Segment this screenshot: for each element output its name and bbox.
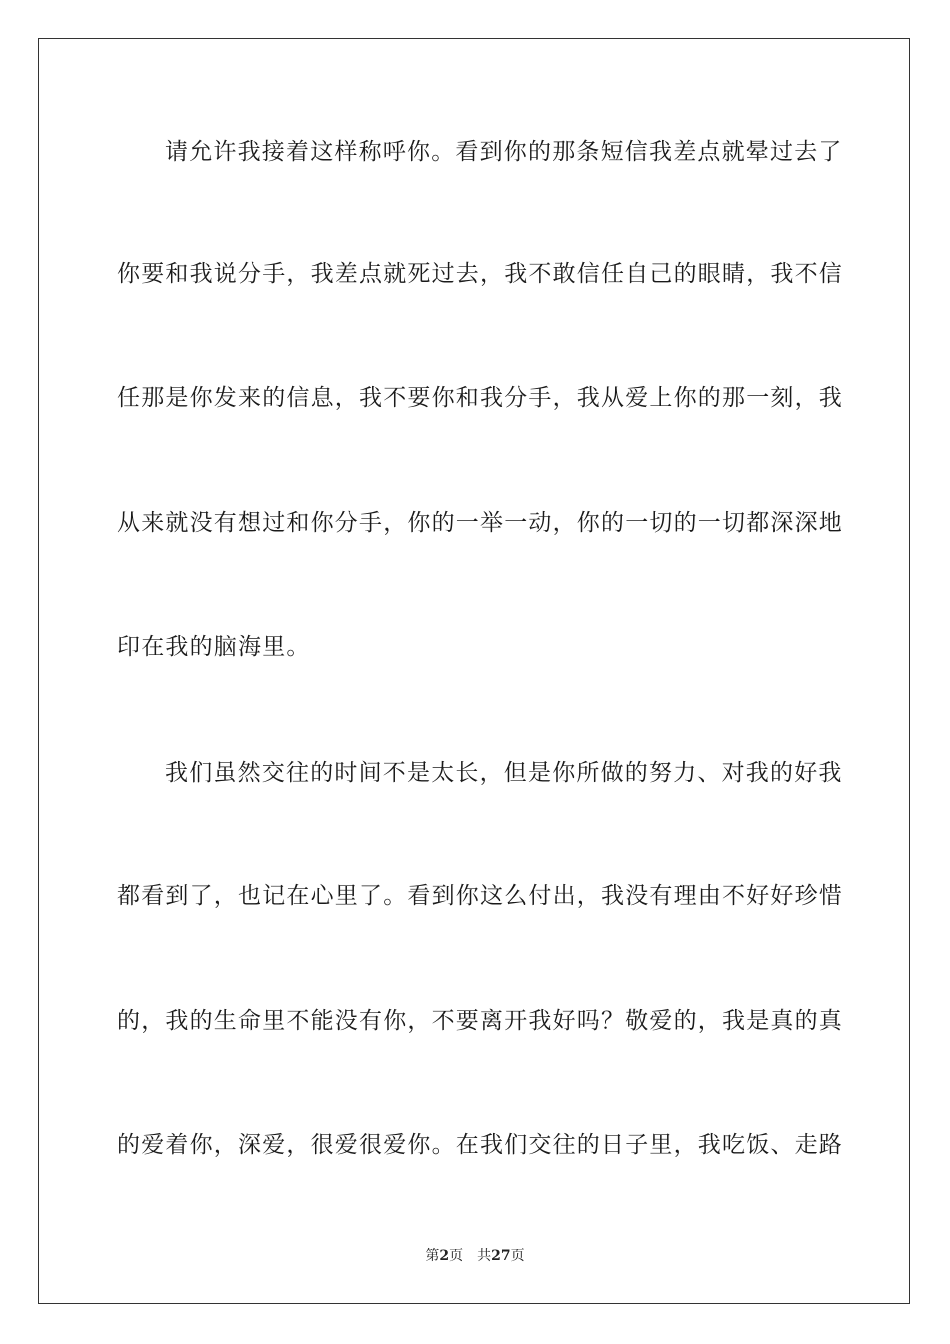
- paragraph-2-line-1: 我们虽然交往的时间不是太长，但是你所做的努力、对我的好我: [165, 760, 843, 786]
- page-border: [38, 38, 910, 1304]
- paragraph-2-line-2: 都看到了，也记在心里了。看到你这么付出，我没有理由不好好珍惜: [117, 883, 843, 909]
- page-footer: [0, 1247, 950, 1265]
- paragraph-1-line-4: 从来就没有想过和你分手，你的一举一动，你的一切的一切都深深地: [117, 510, 843, 536]
- total-prefix: 共: [477, 1248, 492, 1264]
- page-number: 2: [439, 1248, 450, 1264]
- paragraph-1-line-1: 请允许我接着这样称呼你。看到你的那条短信我差点就晕过去了: [165, 139, 843, 165]
- paragraph-1-line-5: 印在我的脑海里。: [117, 634, 311, 660]
- paragraph-2-line-4: 的爱着你，深爱，很爱很爱你。在我们交往的日子里，我吃饭、走路: [117, 1132, 843, 1158]
- paragraph-1-line-3: 任那是你发来的信息，我不要你和我分手，我从爱上你的那一刻，我: [117, 385, 843, 411]
- total-pages: 27: [491, 1248, 511, 1264]
- paragraph-2-line-3: 的，我的生命里不能没有你，不要离开我好吗？敬爱的，我是真的真: [117, 1008, 843, 1034]
- paragraph-1-line-2: 你要和我说分手，我差点就死过去，我不敢信任自己的眼睛，我不信: [117, 261, 843, 287]
- page-prefix: 第: [425, 1248, 440, 1264]
- page-suffix: 页: [449, 1248, 464, 1264]
- total-suffix: 页: [510, 1248, 525, 1264]
